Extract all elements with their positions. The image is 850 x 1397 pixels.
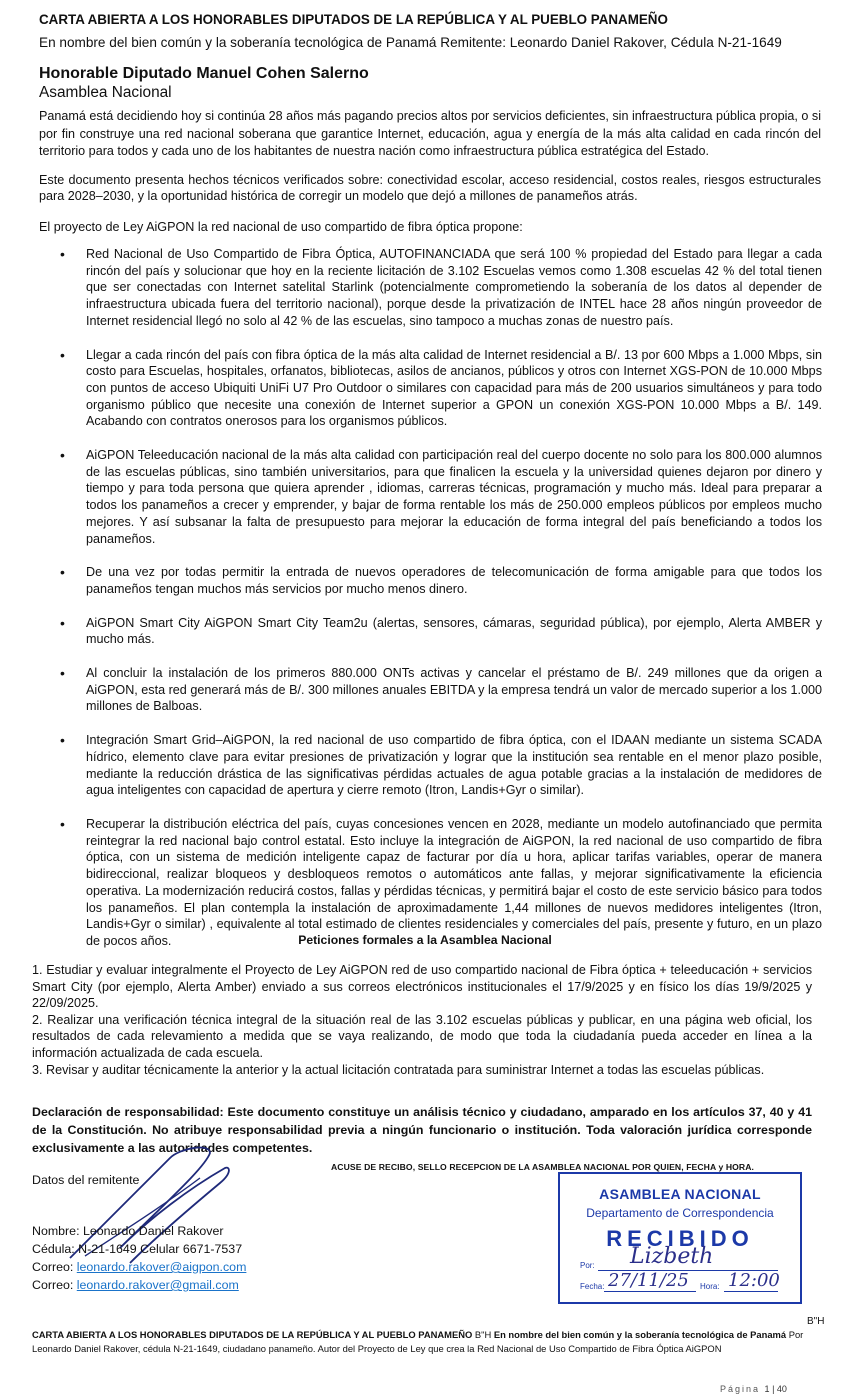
intro-paragraph-1: Panamá está decidiendo hoy si continúa 28 años más pagando precios altos por servicios deficientes, sin infraestructura pública propia, o si por fin construye una red nacional soberana que garantice Internet, educación, agua y energía de la más alta calidad en cada rincón del territorio para todos y cada uno de los habitantes de nuestra nación como infraestructura pública estratégica del Estado. (39, 109, 821, 159)
footer-title: CARTA ABIERTA A LOS HONORABLES DIPUTADOS DE LA REPÚBLICA Y AL PUEBLO PANAMEÑO (32, 1329, 473, 1340)
footer-author: Por Leonardo Daniel Rakover, cédula N-21-1649, ciudadano panameño. Autor del Proyecto de Ley que crea la Red Nacional de Uso Compartido de Fibra Óptica AiGPON (32, 1329, 804, 1354)
email-link-aigpon[interactable]: leonardo.rakover@aigpon.com (76, 1260, 247, 1274)
stamp-received: RECIBIDO (606, 1226, 754, 1251)
list-item (60, 665, 822, 715)
letter-title: CARTA ABIERTA A LOS HONORABLES DIPUTADOS DE LA REPÚBLICA Y AL PUEBLO PANAMEÑO (39, 12, 668, 27)
footer-subtitle: En nombre del bien común y la soberanía tecnológica de Panamá (493, 1329, 787, 1340)
reception-stamp (558, 1172, 802, 1304)
sender-label: Datos del remitente (32, 1173, 140, 1187)
bullet-icon: • (60, 614, 65, 631)
list-item (60, 816, 822, 950)
page-separator: | (769, 1384, 777, 1394)
stamp-time: 12:00 (728, 1270, 780, 1291)
email-label: Correo: (32, 1278, 77, 1292)
list-item (60, 732, 822, 799)
sender-details (32, 1222, 246, 1294)
responsibility-declaration: Declaración de responsabilidad: Este documento constituye un análisis técnico y ciudadano, amparado en los artículos 37, 40 y 41 de la Constitución. No atribuye responsabilidad previa a ningún funcionario o institución. Toda valoración jurídica corresponde exclusivamente a las autoridades competentes. (32, 1105, 812, 1155)
sender-name: Nombre: Leonardo Daniel Rakover (32, 1224, 224, 1238)
list-item (60, 347, 822, 431)
footer-initials: B"H (472, 1329, 494, 1340)
stamp-por-label: Por: (580, 1261, 595, 1270)
bullet-icon: • (60, 564, 65, 581)
bullet-icon: • (60, 732, 65, 749)
bullet-icon: • (60, 665, 65, 682)
proposal-text: AiGPON Teleeducación nacional de la más alta calidad con participación real del cuerpo docente no solo para los 800.000 alumnos de las escuelas públicas, sino también universitarios, para que finalicen la escuela y la universidad quienes dejaron por dinero y tiempo y para toda persona que quiera aprender , idiomas, carreras técnicas, programación y mucho más. Ideal para preparar a todos los panameños a crecer y emprender, y bajar de forma rentable los más de 250.000 empleos públicos por empleos mucho mejores. Y así subsanar la falta de presupuesto para mejorar la educación de forma integral del país beneficiando a todos los panameños. (86, 448, 822, 546)
list-item (60, 447, 822, 547)
list-item (60, 564, 822, 597)
stamp-time-label: Hora: (700, 1282, 720, 1291)
bullet-icon: • (60, 346, 65, 363)
email-label: Correo: (32, 1260, 77, 1274)
list-item (60, 615, 822, 648)
intro-paragraph-2: Este documento presenta hechos técnicos verificados sobre: conectividad escolar, acceso residencial, costos reales, riesgos estructurales para 2028–2030, y la oportunidad histórica de corregir un modelo que dejó a millones de panameños atrás. (39, 173, 821, 203)
stamp-department: Departamento de Correspondencia (586, 1206, 774, 1220)
list-item (60, 246, 822, 330)
sender-id-phone: Cédula: N-21-1649 Celular 6671-7537 (32, 1242, 243, 1256)
stamp-date: 27/11/25 (608, 1270, 689, 1291)
page-label: Página (720, 1384, 761, 1394)
addressee-name: Honorable Diputado Manuel Cohen Salerno (39, 65, 369, 82)
stamp-institution: ASAMBLEA NACIONAL (599, 1186, 761, 1202)
petitions-title: Peticiones formales a la Asamblea Nacional (298, 933, 552, 947)
proposal-text: AiGPON Smart City AiGPON Smart City Team2u (alertas, sensores, cámaras, seguridad pública), por ejemplo, Alerta AMBER y mucho más. (86, 615, 822, 647)
page-footer (32, 1328, 812, 1356)
sender-email-row-2 (32, 1276, 246, 1294)
intro-paragraph-3: El proyecto de Ley AiGPON la red nacional de uso compartido de fibra óptica propone: (39, 220, 523, 234)
stamp-date-label: Fecha: (580, 1282, 605, 1291)
bullet-icon: • (60, 246, 65, 262)
page-current: 1 (764, 1384, 770, 1394)
petition-item: 1. Estudiar y evaluar integralmente el Proyecto de Ley AiGPON red de uso compartido nacional de Fibra óptica + teleeducación + servicios Smart City (por ejemplo, Alerta Amber) enviado a sus correos electrónicos institucionales el 17/9/2025 y en físico los días 19/9/2025 y 22/09/2025. (32, 963, 812, 1011)
proposal-text: De una vez por todas permitir la entrada de nuevos operadores de telecomunicación de forma amigable para que todos los panameños tengan muchos más servicios por mucho menos dinero. (86, 565, 822, 596)
proposal-text: Recuperar la distribución eléctrica del país, cuyas concesiones vencen en 2028, mediante un modelo autofinanciado que permita reintegrar la red nacional bajo control estatal. Esto incluye la integración de AiGPON, la red nacional de uso compartido de fibra óptica, con un sistema de medición inteligente capaz de facturar por día u hora, aplicar tarifas variables, operar de manera bidireccional, realizar bloqueos y desbloqueos remotos o automáticos ante fallas, y mejorar significativamente la eficiencia operativa. La modernización reducirá costos, fallas y pérdidas técnicas, y permitirá bajar el costo de este servicio básico para todos los panameños. El plan contempla la instalación de aproximadamente 1,44 millones de nuevos medidores inteligentes (Itron, Landis+Gyr o similar) , equivalente al total estimado de clientes residenciales y comerciales del país, presente y futuro, en un plazo de pocos años. (86, 816, 822, 948)
bullet-icon: • (60, 815, 65, 832)
proposal-text: Al concluir la instalación de los primeros 880.000 ONTs activas y cancelar el préstamo de B/. 249 millones que da origen a AiGPON, esta red generará más de B/. 300 millones anuales EBITDA y la empresa tendrá un valor de mercado superior a los 1.000 millones de Balboas. (86, 666, 822, 714)
petition-item: 2. Realizar una verificación técnica integral de la situación real de las 3.102 escuelas públicas y publicar, en una página web oficial, los resultados de cada relevamiento a medida que se vaya realizando, de modo que toda la ciudadanía pueda acceder en línea a la información actualizada de cada escuela. (32, 1012, 812, 1060)
bullet-icon: • (60, 447, 65, 464)
page-number (720, 1384, 787, 1394)
stamp-received-by: Lizbeth (630, 1244, 714, 1269)
proposal-text: Integración Smart Grid–AiGPON, la red nacional de uso compartido de fibra óptica, con el IDAAN mediante un sistema SCADA hídrico, elemento clave para evitar presiones de privatización y lograr que la institución sea rentable en el menor plazo posible, mediante la reducción drástica de las significativas pérdidas actuales de agua potable gracias a la instalación de medidores de agua inteligentes con capacidad de apertura y cierre remoto (Itron, Landis+Gyr o similar). (86, 733, 822, 798)
page-initials: B"H (807, 1316, 825, 1327)
proposal-text: Llegar a cada rincón del país con fibra óptica de la más alta calidad de Internet residencial a B/. 13 por 600 Mbps a 1.000 Mbps, sin costo para Escuelas, hospitales, orfanatos, bibliotecas, asilos de ancianos, públicos y otros con Internet XGS-PON de 10.000 Mbps con puntos de acceso Ubiquiti UniFi U7 Pro Outdoor o similares con capacidad para más de 200 usuarios simultáneos y para todo organismo público que necesite una conexión de Internet superior a GPON un conexión XGS-PON 10.000 Mbps a B/. 149. Acabando con contratos onerosos para los organismos públicos. (86, 347, 822, 429)
proposals-list (60, 246, 822, 950)
petition-item: 3. Revisar y auditar técnicamente la anterior y la actual licitación contratada para suministrar Internet a todas las escuelas públicas. (32, 1062, 765, 1077)
letter-subtitle: En nombre del bien común y la soberanía tecnológica de Panamá Remitente: Leonardo Daniel Rakover, Cédula N-21-1649 (39, 35, 782, 50)
addressee-institution: Asamblea Nacional (39, 84, 172, 101)
stamp-line (604, 1291, 696, 1292)
sender-email-row-1 (32, 1258, 246, 1276)
acknowledgment-label: ACUSE DE RECIBO, SELLO RECEPCION DE LA ASAMBLEA NACIONAL POR QUIEN, FECHA y HORA. (331, 1162, 755, 1172)
email-link-gmail[interactable]: leonardo.rakover@gmail.com (76, 1278, 239, 1292)
proposal-text: Red Nacional de Uso Compartido de Fibra Óptica, AUTOFINANCIADA que será 100 % propiedad del Estado para llegar a cada rincón del país y solucionar que hoy en la reciente licitación de 3.102 Escuelas vemos como 1.308 escuelas 42 % del total tienen que ser conectadas con Internet satelital Starlink (potencialmente comprometiendo la soberanía de los datos al depender de infraestructura ubicada fuera del territorio nacional), porque desde la privatización de INTEL hace 28 años ningún proveedor de Internet residencial llegó no solo al 42 % de las escuelas, sino tampoco a muchas zonas de nuestro país. (86, 247, 822, 328)
page-total: 40 (776, 1384, 787, 1394)
petitions-list (32, 962, 812, 1078)
stamp-line (724, 1291, 778, 1292)
